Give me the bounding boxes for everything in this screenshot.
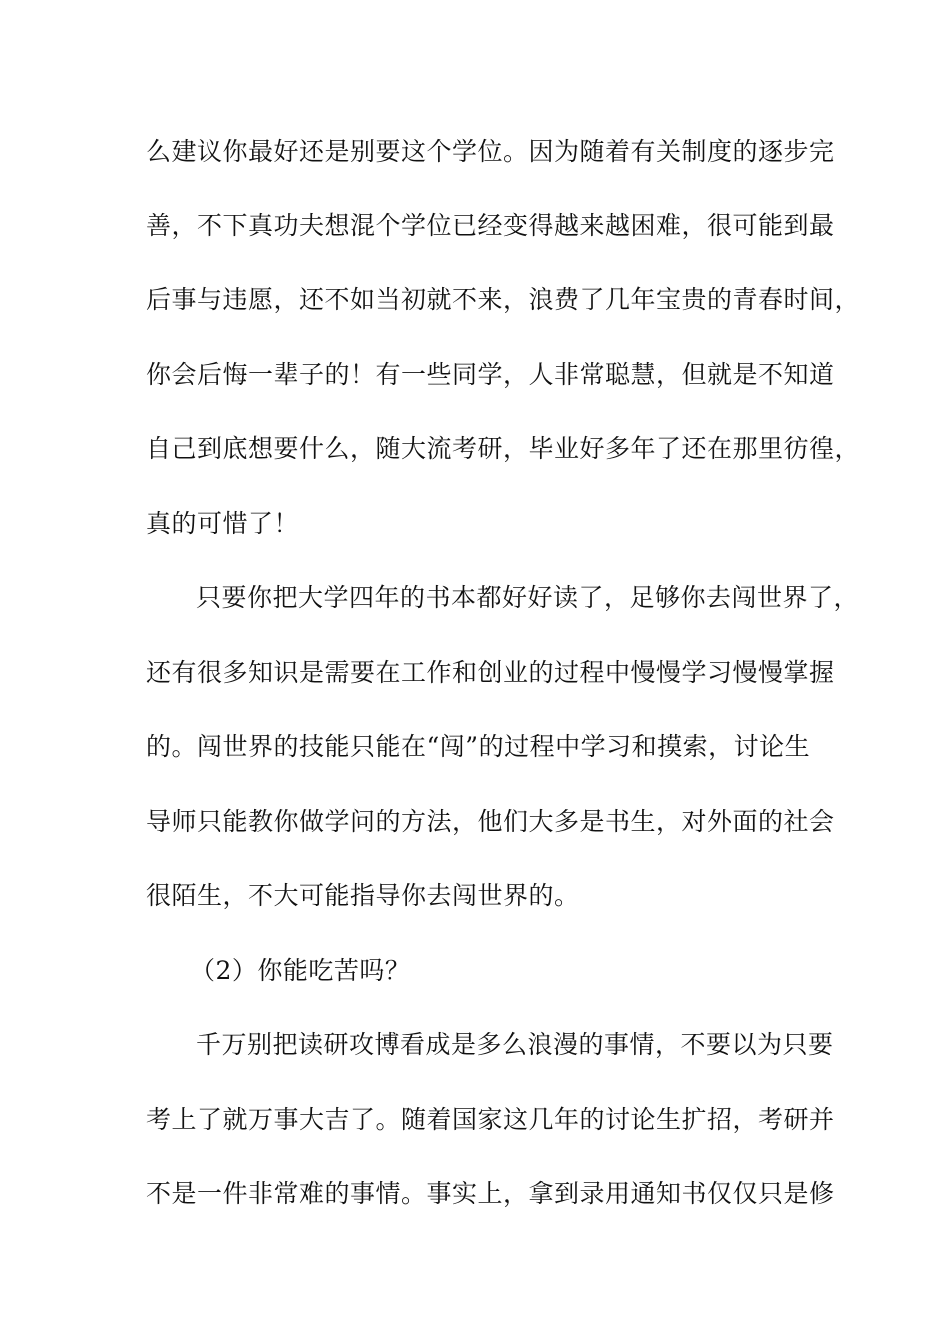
paragraph-first-line: 千万别把读研攻博看成是多么浪漫的事情，不要以为只要 [196, 1030, 834, 1059]
text-line: 导师只能教你做学问的方法，他们大多是书生，对外面的社会 [146, 807, 835, 836]
text-line: 还有很多知识是需要在工作和创业的过程中慢慢学习慢慢掌握 [146, 658, 835, 687]
text-line: 善，不下真功夫想混个学位已经变得越来越困难，很可能到最 [146, 211, 835, 240]
text-line: 的。闯世界的技能只能在“闯”的过程中学习和摸索，讨论生 [146, 732, 811, 761]
text-line: 很陌生，不大可能指导你去闯世界的。 [146, 881, 580, 910]
text-line: 考上了就万事大吉了。随着国家这几年的讨论生扩招，考研并 [146, 1105, 835, 1134]
section-heading: （2）你能吃苦吗？ [190, 956, 411, 985]
text-line: 你会后悔一辈子的！有一些同学，人非常聪慧，但就是不知道 [146, 360, 835, 389]
text-line: 么建议你最好还是别要这个学位。因为随着有关制度的逐步完 [146, 137, 835, 166]
text-line: 真的可惜了！ [146, 509, 300, 538]
paragraph-first-line: 只要你把大学四年的书本都好好读了，足够你去闯世界了， [196, 583, 860, 612]
text-line: 后事与违愿，还不如当初就不来，浪费了几年宝贵的青春时间， [146, 285, 861, 314]
text-line: 自己到底想要什么，随大流考研，毕业好多年了还在那里彷徨， [146, 434, 861, 463]
text-line: 不是一件非常难的事情。事实上，拿到录用通知书仅仅只是修 [146, 1179, 835, 1208]
